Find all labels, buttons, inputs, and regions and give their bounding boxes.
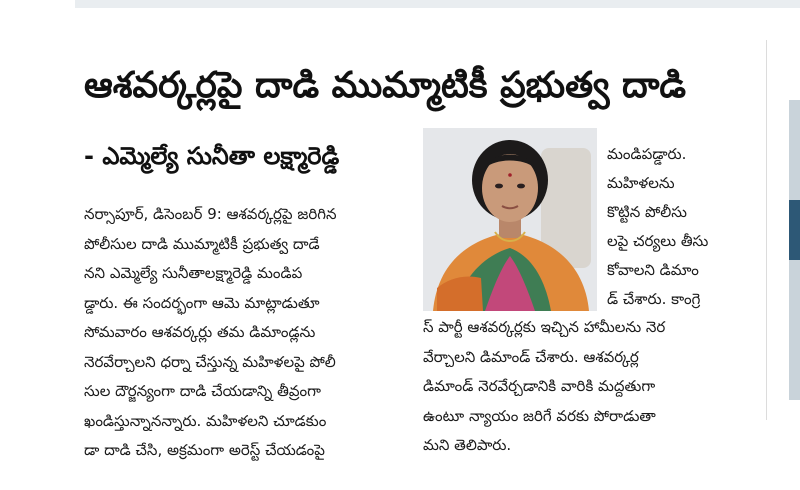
- body-line: పోలీసుల దాడి ముమ్మాటికీ ప్రభుత్వ దాడే: [84, 234, 320, 253]
- article-byline: - ఎమ్మెల్యే సునీతా లక్ష్మారెడ్డి: [84, 142, 340, 170]
- body-line: మహిళలను: [607, 174, 675, 192]
- body-line: మని తెలిపారు.: [423, 436, 512, 454]
- body-line: డ్ చేశారు. కాంగ్రె: [607, 290, 701, 308]
- adjacent-photo-strip-dark: [789, 200, 800, 260]
- body-line: ఖండిస్తున్నానన్నారు. మహిళలని చూడకుం: [84, 411, 327, 430]
- top-band: [75, 0, 800, 8]
- body-line: సుల దౌర్జన్యంగా దాడి చేయడాన్ని తీవ్రంగా: [84, 382, 321, 400]
- body-line: నెరవేర్చాలని ధర్నా చేస్తున్న మహిళలపై పోలీ: [84, 352, 336, 371]
- body-line: డా దాడి చేసి, అక్రమంగా అరెస్ట్ చేయడంపై: [84, 441, 325, 459]
- portrait-illustration: [423, 128, 597, 311]
- body-line: లపై చర్యలు తీసు: [607, 232, 709, 250]
- body-line: కోవాలని డిమాం: [607, 261, 699, 279]
- article-right-column-top: [607, 140, 757, 314]
- article-headline: ఆశవర్కర్లపై దాడి ముమ్మాటికీ ప్రభుత్వ దాడి: [84, 65, 687, 106]
- body-line: నర్సాపూర్, డిసెంబర్ 9: ఆశవర్కర్లపై జరిగిన: [84, 205, 337, 223]
- body-line: డ్డారు. ఈ సందర్భంగా ఆమె మాట్లాడుతూ: [84, 293, 320, 312]
- body-line: కొట్టిన పోలీసు: [607, 203, 687, 221]
- mla-portrait-photo: [423, 128, 597, 311]
- body-line: ఉంటూ న్యాయం జరిగే వరకు పోరాడుతా: [423, 406, 656, 425]
- body-line: సోమవారం ఆశవర్కర్లు తమ డిమాండ్లను: [84, 323, 316, 341]
- article-right-column-bottom: [423, 313, 757, 461]
- body-line: మండిపడ్డారు.: [607, 145, 687, 163]
- body-line: డిమాండ్ నెరవేర్చడానికి వారికి మద్దతుగా: [423, 377, 656, 395]
- left-margin: [0, 0, 75, 490]
- article-left-column: [84, 200, 400, 466]
- body-line: నని ఎమ్మెల్యే సునీతాలక్ష్మారెడ్డి మండిప: [84, 264, 303, 282]
- body-line: స్ పార్టీ ఆశవర్కర్లకు ఇచ్చిన హామీలను నెర: [423, 318, 666, 336]
- adjacent-article-edge: [766, 40, 800, 420]
- body-line: వేర్చాలని డిమాండ్ చేశారు. ఆశవర్కర్ల: [423, 347, 639, 366]
